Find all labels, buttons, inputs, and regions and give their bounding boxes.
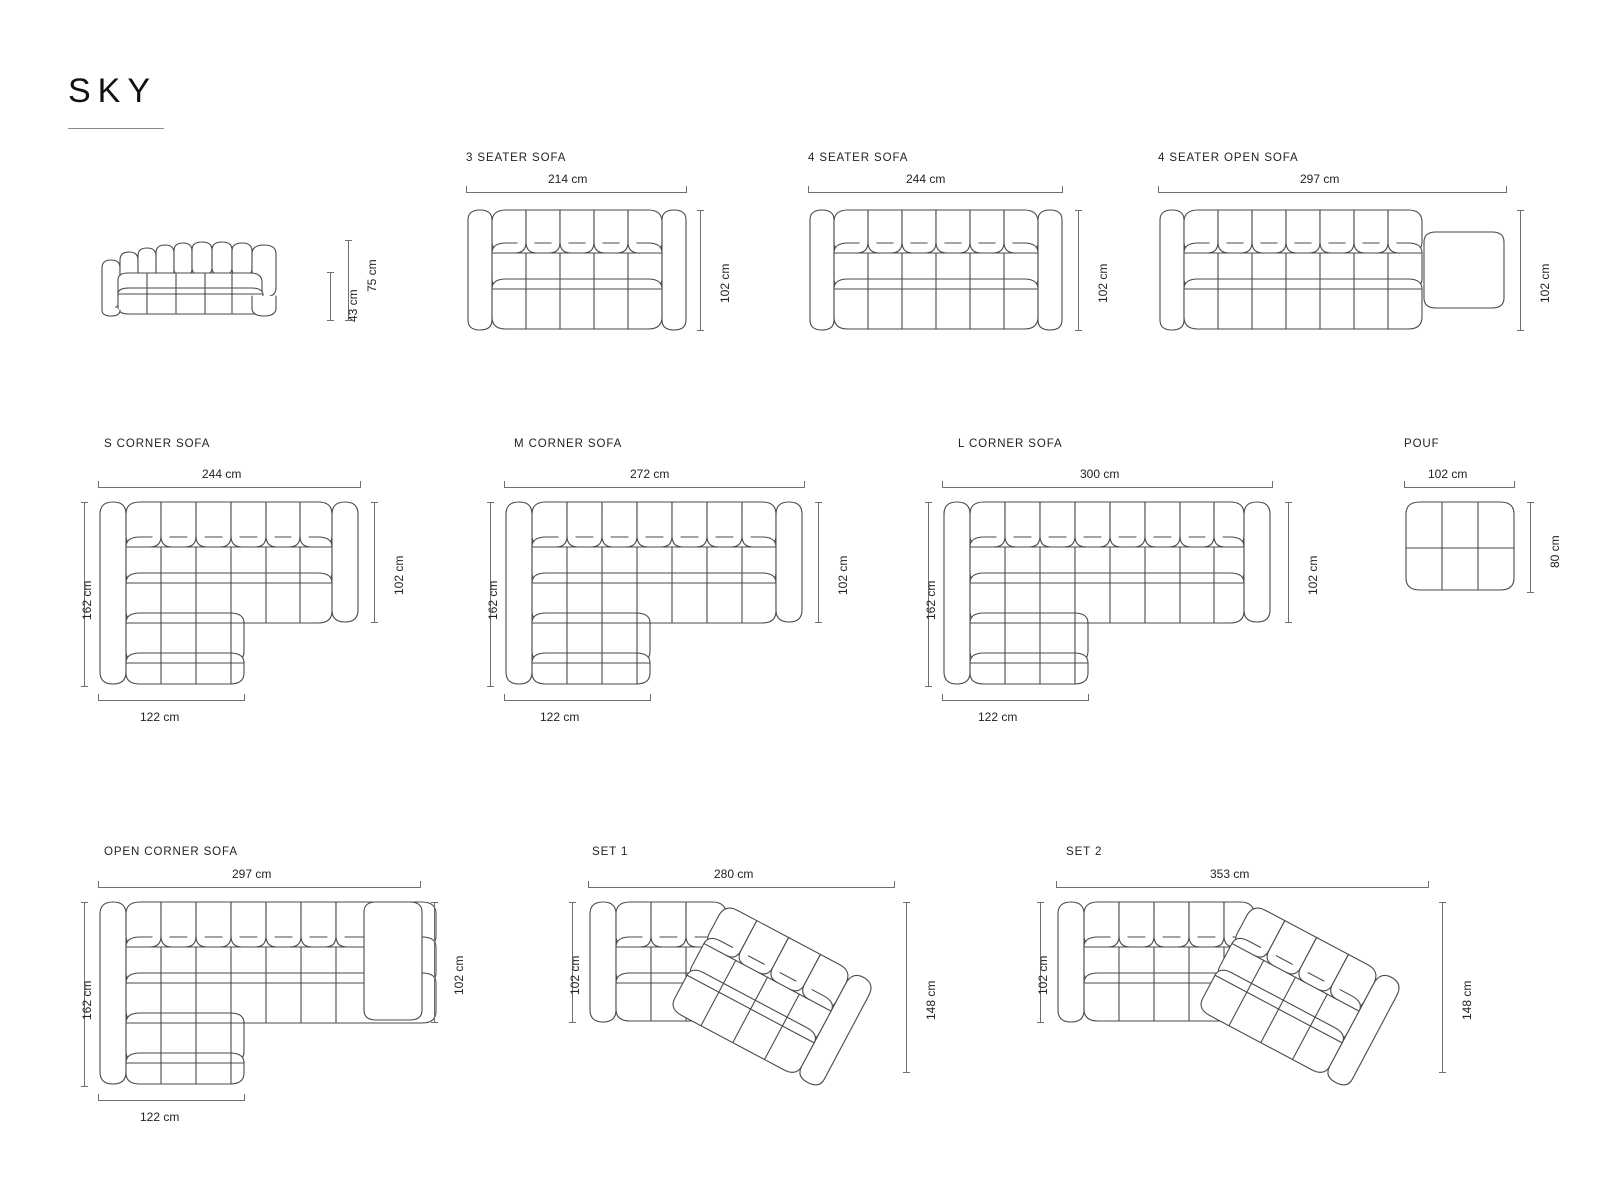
label-4-seater-open-sofa: 4 SEATER OPEN SOFA	[1158, 152, 1299, 164]
label-pouf: POUF	[1404, 438, 1440, 450]
width-tick-right-l-corner	[1272, 481, 1273, 488]
height-tick-bottom-s-corner	[81, 686, 88, 687]
depth-line-open-corner	[434, 902, 435, 1022]
depth-tick-top-3-seater	[697, 210, 704, 211]
depth-right-text-set-1: 148 cm	[924, 980, 938, 1020]
height-tick-top-l-corner	[925, 502, 932, 503]
width-tick-left-4-seater-open	[1158, 186, 1159, 193]
label-l-corner-sofa: L CORNER SOFA	[958, 438, 1063, 450]
height-tick-bottom-l-corner	[925, 686, 932, 687]
depth-tick-top-l-corner	[1285, 502, 1292, 503]
label-m-corner-sofa: M CORNER SOFA	[514, 438, 623, 450]
width-line-l-corner	[942, 487, 1272, 488]
height-tick-top-s-corner	[81, 502, 88, 503]
depth-tick-top-4-seater-open	[1517, 210, 1524, 211]
depth-right-tick-top-set-1	[903, 902, 910, 903]
leg-tick-left-l-corner	[942, 694, 943, 701]
depth-tick-bottom-4-seater-open	[1517, 330, 1524, 331]
leg-tick-right-open-corner	[244, 1094, 245, 1101]
width-line-4-seater-open	[1158, 192, 1506, 193]
width-tick-left-m-corner	[504, 481, 505, 488]
height-text-open-corner: 162 cm	[80, 980, 94, 1020]
width-line-set-1	[588, 887, 894, 888]
sofa-set-2-topview	[1056, 900, 1432, 1070]
label-3-seater-sofa: 3 SEATER SOFA	[466, 152, 567, 164]
width-line-4-seater	[808, 192, 1062, 193]
height-tick-top-m-corner	[487, 502, 494, 503]
width-tick-left-pouf	[1404, 481, 1405, 488]
sofa-set-1-topview	[588, 900, 898, 1070]
pouf-topview	[1404, 500, 1516, 592]
depth-tick-bottom-l-corner	[1285, 622, 1292, 623]
width-tick-right-4-seater-open	[1506, 186, 1507, 193]
width-tick-left-s-corner	[98, 481, 99, 488]
depth-line-4-seater-open	[1520, 210, 1521, 330]
depth-line-l-corner	[1288, 502, 1289, 622]
width-tick-left-3-seater	[466, 186, 467, 193]
leg-text-l-corner: 122 cm	[978, 710, 1018, 724]
width-tick-right-s-corner	[360, 481, 361, 488]
width-tick-left-open-corner	[98, 881, 99, 888]
depth-tick-bottom-m-corner	[815, 622, 822, 623]
label-set-1: SET 1	[592, 846, 629, 858]
depth-text-4-seater-open: 102 cm	[1538, 263, 1552, 303]
depth-left-text-set-2: 102 cm	[1036, 955, 1050, 995]
width-text-3-seater: 214 cm	[548, 172, 588, 186]
depth-text-m-corner: 102 cm	[836, 555, 850, 595]
width-text-set-1: 280 cm	[714, 867, 754, 881]
leg-tick-right-s-corner	[244, 694, 245, 701]
width-line-m-corner	[504, 487, 804, 488]
leg-line-m-corner	[504, 700, 650, 701]
sofa-m-corner-topview	[504, 500, 804, 686]
depth-tick-top-s-corner	[371, 502, 378, 503]
depth-tick-bottom-s-corner	[371, 622, 378, 623]
depth-line-pouf	[1530, 502, 1531, 592]
depth-right-line-set-1	[906, 902, 907, 1072]
perspective-seat-tick-top	[327, 272, 334, 273]
width-line-3-seater	[466, 192, 686, 193]
leg-tick-left-s-corner	[98, 694, 99, 701]
width-tick-left-set-1	[588, 881, 589, 888]
height-text-l-corner: 162 cm	[924, 580, 938, 620]
leg-text-s-corner: 122 cm	[140, 710, 180, 724]
width-line-open-corner	[98, 887, 420, 888]
sofa-3-seater-topview	[466, 208, 688, 332]
label-set-2: SET 2	[1066, 846, 1103, 858]
width-text-m-corner: 272 cm	[630, 467, 670, 481]
depth-right-tick-top-set-2	[1439, 902, 1446, 903]
depth-tick-top-4-seater	[1075, 210, 1082, 211]
depth-right-tick-bottom-set-2	[1439, 1072, 1446, 1073]
width-text-pouf: 102 cm	[1428, 467, 1468, 481]
height-text-s-corner: 162 cm	[80, 580, 94, 620]
perspective-height-text: 75 cm	[365, 259, 379, 292]
sofa-l-corner-topview	[942, 500, 1272, 686]
leg-tick-left-m-corner	[504, 694, 505, 701]
leg-line-l-corner	[942, 700, 1088, 701]
depth-tick-bottom-open-corner	[431, 1022, 438, 1023]
page-title: SKY	[68, 72, 158, 110]
depth-line-3-seater	[700, 210, 701, 330]
width-text-s-corner: 244 cm	[202, 467, 242, 481]
perspective-seat-height-text: 43 cm	[346, 289, 360, 322]
width-text-set-2: 353 cm	[1210, 867, 1250, 881]
sofa-open-corner-topview	[98, 900, 422, 1086]
width-text-l-corner: 300 cm	[1080, 467, 1120, 481]
depth-text-open-corner: 102 cm	[452, 955, 466, 995]
depth-tick-bottom-4-seater	[1075, 330, 1082, 331]
width-line-pouf	[1404, 487, 1514, 488]
leg-line-s-corner	[98, 700, 244, 701]
label-s-corner-sofa: S CORNER SOFA	[104, 438, 211, 450]
width-tick-left-l-corner	[942, 481, 943, 488]
depth-left-text-set-1: 102 cm	[568, 955, 582, 995]
depth-right-text-set-2: 148 cm	[1460, 980, 1474, 1020]
width-text-4-seater: 244 cm	[906, 172, 946, 186]
depth-tick-bottom-pouf	[1527, 592, 1534, 593]
leg-tick-left-open-corner	[98, 1094, 99, 1101]
depth-line-s-corner	[374, 502, 375, 622]
title-divider	[68, 128, 164, 129]
width-tick-right-set-1	[894, 881, 895, 888]
leg-tick-right-m-corner	[650, 694, 651, 701]
depth-text-3-seater: 102 cm	[718, 263, 732, 303]
depth-left-tick-bottom-set-2	[1037, 1022, 1044, 1023]
width-text-4-seater-open: 297 cm	[1300, 172, 1340, 186]
sofa-4-seater-topview	[808, 208, 1064, 332]
perspective-seat-tick-bottom	[327, 320, 334, 321]
height-text-m-corner: 162 cm	[486, 580, 500, 620]
sofa-s-corner-topview	[98, 500, 360, 686]
leg-tick-right-l-corner	[1088, 694, 1089, 701]
width-tick-left-set-2	[1056, 881, 1057, 888]
depth-line-4-seater	[1078, 210, 1079, 330]
depth-text-s-corner: 102 cm	[392, 555, 406, 595]
width-tick-right-m-corner	[804, 481, 805, 488]
perspective-height-tick-top	[345, 240, 352, 241]
height-tick-top-open-corner	[81, 902, 88, 903]
depth-right-line-set-2	[1442, 902, 1443, 1072]
leg-line-open-corner	[98, 1100, 244, 1101]
depth-text-pouf: 80 cm	[1548, 535, 1562, 568]
depth-text-4-seater: 102 cm	[1096, 263, 1110, 303]
sofa-perspective-view	[92, 230, 302, 330]
depth-tick-bottom-3-seater	[697, 330, 704, 331]
leg-text-open-corner: 122 cm	[140, 1110, 180, 1124]
width-tick-right-3-seater	[686, 186, 687, 193]
width-tick-right-open-corner	[420, 881, 421, 888]
depth-left-tick-top-set-1	[569, 902, 576, 903]
depth-tick-top-open-corner	[431, 902, 438, 903]
leg-text-m-corner: 122 cm	[540, 710, 580, 724]
depth-tick-top-m-corner	[815, 502, 822, 503]
depth-text-l-corner: 102 cm	[1306, 555, 1320, 595]
label-open-corner-sofa: OPEN CORNER SOFA	[104, 846, 238, 858]
height-tick-bottom-open-corner	[81, 1086, 88, 1087]
depth-tick-top-pouf	[1527, 502, 1534, 503]
label-4-seater-sofa: 4 SEATER SOFA	[808, 152, 909, 164]
width-text-open-corner: 297 cm	[232, 867, 272, 881]
depth-right-tick-bottom-set-1	[903, 1072, 910, 1073]
width-line-set-2	[1056, 887, 1428, 888]
depth-left-tick-top-set-2	[1037, 902, 1044, 903]
sofa-4-seater-open-topview	[1158, 208, 1506, 332]
width-tick-right-4-seater	[1062, 186, 1063, 193]
depth-left-tick-bottom-set-1	[569, 1022, 576, 1023]
height-tick-bottom-m-corner	[487, 686, 494, 687]
width-tick-right-set-2	[1428, 881, 1429, 888]
width-line-s-corner	[98, 487, 360, 488]
width-tick-left-4-seater	[808, 186, 809, 193]
depth-line-m-corner	[818, 502, 819, 622]
perspective-seat-height-line	[330, 272, 331, 320]
width-tick-right-pouf	[1514, 481, 1515, 488]
